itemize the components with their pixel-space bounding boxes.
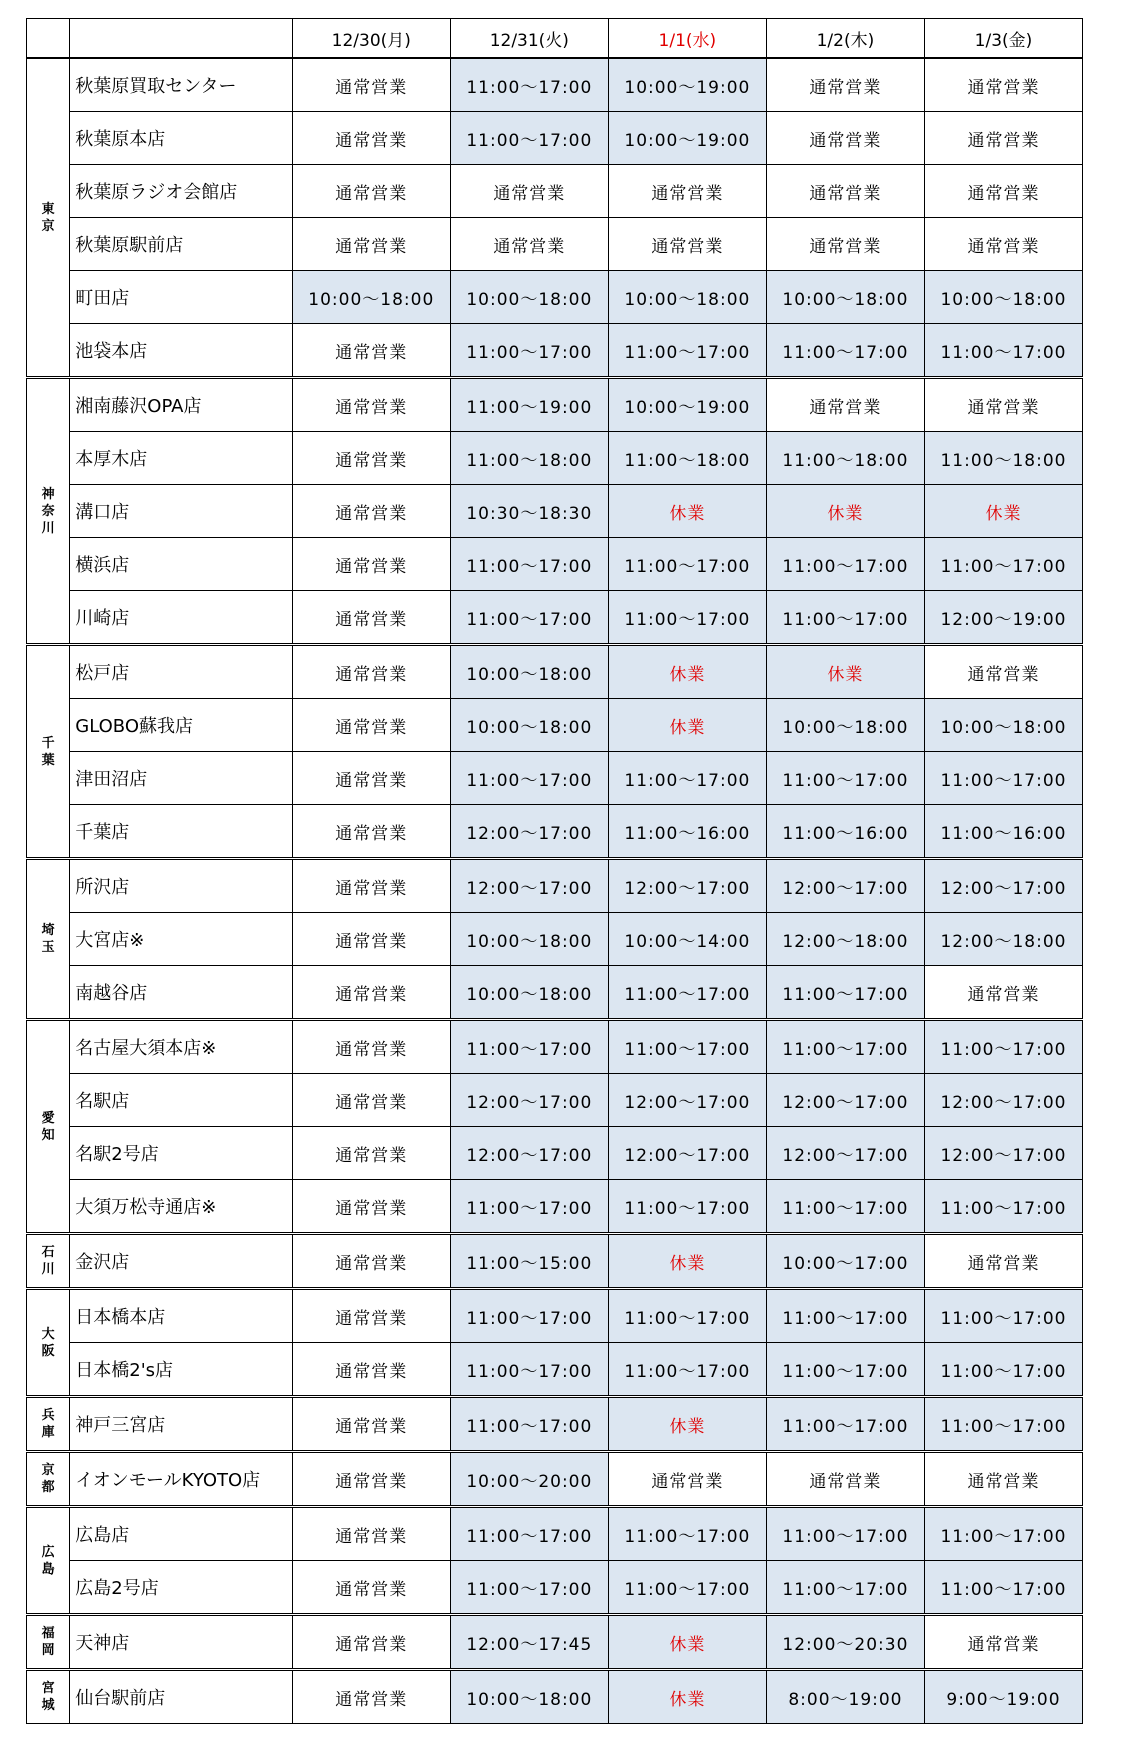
hours-cell: 通常営業	[292, 1397, 450, 1452]
hours-cell: 11:00～18:00	[450, 432, 608, 485]
hours-cell: 11:00～17:00	[450, 1507, 608, 1561]
hours-cell: 11:00～17:00	[450, 112, 608, 165]
prefecture-label: 千 葉	[27, 645, 70, 859]
hours-cell: 通常営業	[292, 699, 450, 752]
hours-cell: 11:00～17:00	[766, 1343, 924, 1397]
hours-cell: 通常営業	[292, 1507, 450, 1561]
hours-cell: 通常営業	[292, 1615, 450, 1670]
hours-cell: 通常営業	[608, 165, 766, 218]
prefecture-label: 埼 玉	[27, 859, 70, 1020]
hours-cell: 休業	[608, 1615, 766, 1670]
hours-cell: 10:00～18:00	[608, 271, 766, 324]
store-name: 天神店	[70, 1615, 292, 1670]
hours-cell: 11:00～19:00	[450, 378, 608, 432]
hours-cell: 休業	[608, 1397, 766, 1452]
store-name: 大宮店※	[70, 913, 292, 966]
hours-cell: 11:00～17:00	[766, 1020, 924, 1074]
store-name: 町田店	[70, 271, 292, 324]
prefecture-label: 神 奈 川	[27, 378, 70, 645]
hours-cell: 12:00～19:00	[924, 591, 1082, 645]
store-name: 千葉店	[70, 805, 292, 859]
store-name: 神戸三宮店	[70, 1397, 292, 1452]
hours-cell: 休業	[608, 485, 766, 538]
hours-cell: 通常営業	[292, 1452, 450, 1507]
hours-cell: 11:00～16:00	[608, 805, 766, 859]
table-row	[27, 859, 1083, 913]
table-row	[27, 645, 1083, 699]
hours-cell: 11:00～17:00	[924, 1507, 1082, 1561]
hours-cell: 通常営業	[292, 218, 450, 271]
hours-cell: 通常営業	[292, 966, 450, 1020]
store-name: イオンモールKYOTO店	[70, 1452, 292, 1507]
hours-cell: 11:00～18:00	[608, 432, 766, 485]
store-name: 秋葉原本店	[70, 112, 292, 165]
table-row	[27, 1234, 1083, 1289]
hours-cell: 11:00～17:00	[608, 1507, 766, 1561]
hours-cell: 休業	[608, 1670, 766, 1724]
hours-cell: 11:00～17:00	[450, 58, 608, 112]
hours-cell: 12:00～17:00	[766, 859, 924, 913]
header-date-1-1: 1/1(水)	[608, 19, 766, 59]
table-row	[27, 966, 1083, 1020]
hours-cell: 通常営業	[292, 165, 450, 218]
hours-cell: 10:00～20:00	[450, 1452, 608, 1507]
hours-cell: 10:00～18:00	[450, 966, 608, 1020]
hours-cell: 10:00～18:00	[450, 645, 608, 699]
hours-cell: 通常営業	[924, 1234, 1082, 1289]
table-body	[27, 58, 1083, 1724]
hours-cell: 11:00～17:00	[450, 1343, 608, 1397]
header-store	[70, 19, 292, 59]
hours-cell: 通常営業	[924, 378, 1082, 432]
hours-cell: 12:00～18:00	[924, 913, 1082, 966]
table-row	[27, 1452, 1083, 1507]
hours-cell: 通常営業	[292, 1020, 450, 1074]
hours-cell: 11:00～17:00	[450, 1397, 608, 1452]
hours-cell: 11:00～17:00	[608, 1020, 766, 1074]
hours-cell: 通常営業	[292, 432, 450, 485]
hours-cell: 11:00～17:00	[608, 1343, 766, 1397]
hours-cell: 12:00～17:00	[924, 1127, 1082, 1180]
table-row	[27, 218, 1083, 271]
hours-cell: 10:00～17:00	[766, 1234, 924, 1289]
hours-cell: 11:00～17:00	[766, 324, 924, 378]
hours-cell: 通常営業	[292, 913, 450, 966]
hours-cell: 休業	[608, 645, 766, 699]
hours-cell: 10:00～14:00	[608, 913, 766, 966]
hours-cell: 通常営業	[766, 165, 924, 218]
hours-cell: 通常営業	[924, 966, 1082, 1020]
hours-cell: 11:00～17:00	[924, 1397, 1082, 1452]
store-name: 広島2号店	[70, 1561, 292, 1615]
hours-cell: 11:00～16:00	[924, 805, 1082, 859]
hours-cell: 休業	[766, 645, 924, 699]
header-date-12-30: 12/30(月)	[292, 19, 450, 59]
table-row	[27, 165, 1083, 218]
hours-cell: 休業	[766, 485, 924, 538]
prefecture-label: 広 島	[27, 1507, 70, 1615]
hours-cell: 通常営業	[292, 1289, 450, 1343]
hours-cell: 11:00～17:00	[766, 591, 924, 645]
table-row	[27, 1289, 1083, 1343]
hours-cell: 通常営業	[766, 58, 924, 112]
table-row	[27, 1074, 1083, 1127]
hours-cell: 12:00～17:00	[924, 1074, 1082, 1127]
table-row	[27, 271, 1083, 324]
hours-cell: 休業	[924, 485, 1082, 538]
hours-cell: 11:00～17:00	[924, 752, 1082, 805]
hours-cell: 9:00～19:00	[924, 1670, 1082, 1724]
hours-cell: 11:00～18:00	[924, 432, 1082, 485]
hours-cell: 10:00～18:00	[292, 271, 450, 324]
table-row	[27, 112, 1083, 165]
header-prefecture	[27, 19, 70, 59]
hours-cell: 12:00～17:45	[450, 1615, 608, 1670]
store-name: 津田沼店	[70, 752, 292, 805]
hours-cell: 通常営業	[292, 1180, 450, 1234]
table-row	[27, 1343, 1083, 1397]
store-name: 秋葉原ラジオ会館店	[70, 165, 292, 218]
store-name: 仙台駅前店	[70, 1670, 292, 1724]
hours-cell: 11:00～17:00	[608, 538, 766, 591]
store-name: 大須万松寺通店※	[70, 1180, 292, 1234]
header-date-1-3: 1/3(金)	[924, 19, 1082, 59]
hours-cell: 11:00～17:00	[608, 966, 766, 1020]
hours-cell: 11:00～17:00	[450, 752, 608, 805]
hours-cell: 11:00～17:00	[450, 591, 608, 645]
hours-cell: 10:00～18:00	[924, 271, 1082, 324]
hours-cell: 11:00～17:00	[608, 1180, 766, 1234]
hours-cell: 11:00～17:00	[766, 538, 924, 591]
hours-cell: 11:00～17:00	[608, 591, 766, 645]
hours-cell: 通常営業	[292, 859, 450, 913]
hours-cell: 12:00～20:30	[766, 1615, 924, 1670]
hours-cell: 12:00～17:00	[766, 1074, 924, 1127]
prefecture-label: 京 都	[27, 1452, 70, 1507]
hours-cell: 通常営業	[292, 1074, 450, 1127]
store-name: 秋葉原駅前店	[70, 218, 292, 271]
hours-cell: 11:00～17:00	[608, 324, 766, 378]
table-row	[27, 378, 1083, 432]
prefecture-label: 愛 知	[27, 1020, 70, 1234]
hours-cell: 通常営業	[292, 485, 450, 538]
table-row	[27, 432, 1083, 485]
hours-cell: 通常営業	[924, 218, 1082, 271]
store-name: 日本橋本店	[70, 1289, 292, 1343]
hours-cell: 通常営業	[766, 112, 924, 165]
table-row	[27, 752, 1083, 805]
hours-cell: 通常営業	[292, 1670, 450, 1724]
store-name: GLOBO蘇我店	[70, 699, 292, 752]
table-row	[27, 1180, 1083, 1234]
hours-cell: 通常営業	[292, 1234, 450, 1289]
hours-cell: 11:00～17:00	[924, 1343, 1082, 1397]
hours-cell: 12:00～17:00	[450, 805, 608, 859]
hours-cell: 11:00～15:00	[450, 1234, 608, 1289]
hours-cell: 11:00～17:00	[924, 1561, 1082, 1615]
table-row	[27, 699, 1083, 752]
hours-cell: 通常営業	[292, 1561, 450, 1615]
hours-cell: 10:00～19:00	[608, 112, 766, 165]
hours-cell: 11:00～16:00	[766, 805, 924, 859]
hours-cell: 12:00～17:00	[608, 859, 766, 913]
hours-cell: 通常営業	[766, 218, 924, 271]
hours-cell: 通常営業	[924, 645, 1082, 699]
table-row	[27, 324, 1083, 378]
hours-cell: 11:00～17:00	[450, 1020, 608, 1074]
hours-cell: 11:00～17:00	[766, 752, 924, 805]
hours-cell: 12:00～18:00	[766, 913, 924, 966]
hours-cell: 10:00～18:00	[450, 271, 608, 324]
store-name: 本厚木店	[70, 432, 292, 485]
hours-cell: 通常営業	[608, 1452, 766, 1507]
hours-cell: 10:00～18:00	[450, 1670, 608, 1724]
hours-cell: 通常営業	[766, 1452, 924, 1507]
hours-cell: 10:00～18:00	[766, 271, 924, 324]
hours-cell: 12:00～17:00	[608, 1127, 766, 1180]
hours-cell: 通常営業	[292, 1127, 450, 1180]
store-name: 広島店	[70, 1507, 292, 1561]
hours-cell: 通常営業	[766, 378, 924, 432]
store-name: 横浜店	[70, 538, 292, 591]
table-row	[27, 1397, 1083, 1452]
hours-cell: 11:00～17:00	[924, 1020, 1082, 1074]
hours-cell: 通常営業	[924, 165, 1082, 218]
hours-cell: 通常営業	[924, 112, 1082, 165]
hours-cell: 10:00～19:00	[608, 58, 766, 112]
hours-cell: 11:00～17:00	[924, 538, 1082, 591]
hours-cell: 10:00～19:00	[608, 378, 766, 432]
table-header	[27, 19, 1083, 59]
hours-cell: 11:00～17:00	[450, 324, 608, 378]
hours-cell: 11:00～17:00	[766, 1397, 924, 1452]
hours-cell: 通常営業	[292, 1343, 450, 1397]
table-row	[27, 1020, 1083, 1074]
prefecture-label: 宮 城	[27, 1670, 70, 1724]
hours-cell: 11:00～17:00	[450, 1180, 608, 1234]
hours-cell: 11:00～18:00	[766, 432, 924, 485]
hours-cell: 10:00～18:00	[450, 699, 608, 752]
hours-cell: 通常営業	[292, 805, 450, 859]
store-name: 池袋本店	[70, 324, 292, 378]
store-name: 溝口店	[70, 485, 292, 538]
table-row	[27, 1127, 1083, 1180]
header-date-12-31: 12/31(火)	[450, 19, 608, 59]
hours-cell: 通常営業	[292, 752, 450, 805]
store-name: 川崎店	[70, 591, 292, 645]
hours-cell: 通常営業	[292, 324, 450, 378]
store-name: 秋葉原買取センター	[70, 58, 292, 112]
prefecture-label: 兵 庫	[27, 1397, 70, 1452]
hours-cell: 12:00～17:00	[766, 1127, 924, 1180]
hours-cell: 12:00～17:00	[450, 859, 608, 913]
table-row	[27, 1507, 1083, 1561]
hours-cell: 11:00～17:00	[766, 966, 924, 1020]
hours-cell: 12:00～17:00	[450, 1127, 608, 1180]
store-name: 南越谷店	[70, 966, 292, 1020]
hours-cell: 休業	[608, 1234, 766, 1289]
hours-cell: 11:00～17:00	[766, 1507, 924, 1561]
header-row	[27, 19, 1083, 59]
hours-cell: 通常営業	[924, 1615, 1082, 1670]
hours-cell: 10:00～18:00	[450, 913, 608, 966]
hours-cell: 11:00～17:00	[924, 1180, 1082, 1234]
hours-cell: 通常営業	[450, 165, 608, 218]
store-name: 金沢店	[70, 1234, 292, 1289]
hours-cell: 10:00～18:00	[766, 699, 924, 752]
hours-cell: 11:00～17:00	[924, 324, 1082, 378]
hours-cell: 11:00～17:00	[450, 1289, 608, 1343]
hours-cell: 11:00～17:00	[766, 1289, 924, 1343]
table-row	[27, 913, 1083, 966]
hours-cell: 通常営業	[292, 378, 450, 432]
table-row	[27, 1670, 1083, 1724]
hours-cell: 10:00～18:00	[924, 699, 1082, 752]
store-name: 湘南藤沢OPA店	[70, 378, 292, 432]
table-row	[27, 805, 1083, 859]
hours-cell: 11:00～17:00	[450, 538, 608, 591]
table-row	[27, 591, 1083, 645]
store-name: 所沢店	[70, 859, 292, 913]
hours-cell: 11:00～17:00	[608, 1561, 766, 1615]
store-name: 名古屋大須本店※	[70, 1020, 292, 1074]
prefecture-label: 東 京	[27, 58, 70, 378]
hours-cell: 通常営業	[608, 218, 766, 271]
hours-cell: 通常営業	[292, 645, 450, 699]
table-row	[27, 1561, 1083, 1615]
hours-cell: 10:30～18:30	[450, 485, 608, 538]
prefecture-label: 石 川	[27, 1234, 70, 1289]
hours-cell: 通常営業	[924, 58, 1082, 112]
hours-cell: 通常営業	[292, 591, 450, 645]
holiday-hours-table	[26, 18, 1083, 1724]
hours-cell: 11:00～17:00	[608, 752, 766, 805]
hours-cell: 12:00～17:00	[924, 859, 1082, 913]
prefecture-label: 大 阪	[27, 1289, 70, 1397]
store-name: 名駅店	[70, 1074, 292, 1127]
hours-cell: 通常営業	[292, 112, 450, 165]
hours-cell: 11:00～17:00	[766, 1561, 924, 1615]
table-row	[27, 538, 1083, 591]
hours-cell: 12:00～17:00	[450, 1074, 608, 1127]
hours-cell: 通常営業	[450, 218, 608, 271]
hours-cell: 休業	[608, 699, 766, 752]
store-name: 名駅2号店	[70, 1127, 292, 1180]
hours-cell: 8:00～19:00	[766, 1670, 924, 1724]
hours-cell: 11:00～17:00	[924, 1289, 1082, 1343]
hours-cell: 通常営業	[924, 1452, 1082, 1507]
hours-cell: 11:00～17:00	[608, 1289, 766, 1343]
table-row	[27, 1615, 1083, 1670]
prefecture-label: 福 岡	[27, 1615, 70, 1670]
store-name: 日本橋2's店	[70, 1343, 292, 1397]
store-name: 松戸店	[70, 645, 292, 699]
hours-cell: 通常営業	[292, 538, 450, 591]
hours-cell: 12:00～17:00	[608, 1074, 766, 1127]
table-row	[27, 485, 1083, 538]
hours-cell: 通常営業	[292, 58, 450, 112]
header-date-1-2: 1/2(木)	[766, 19, 924, 59]
hours-cell: 11:00～17:00	[450, 1561, 608, 1615]
table-row	[27, 58, 1083, 112]
hours-cell: 11:00～17:00	[766, 1180, 924, 1234]
